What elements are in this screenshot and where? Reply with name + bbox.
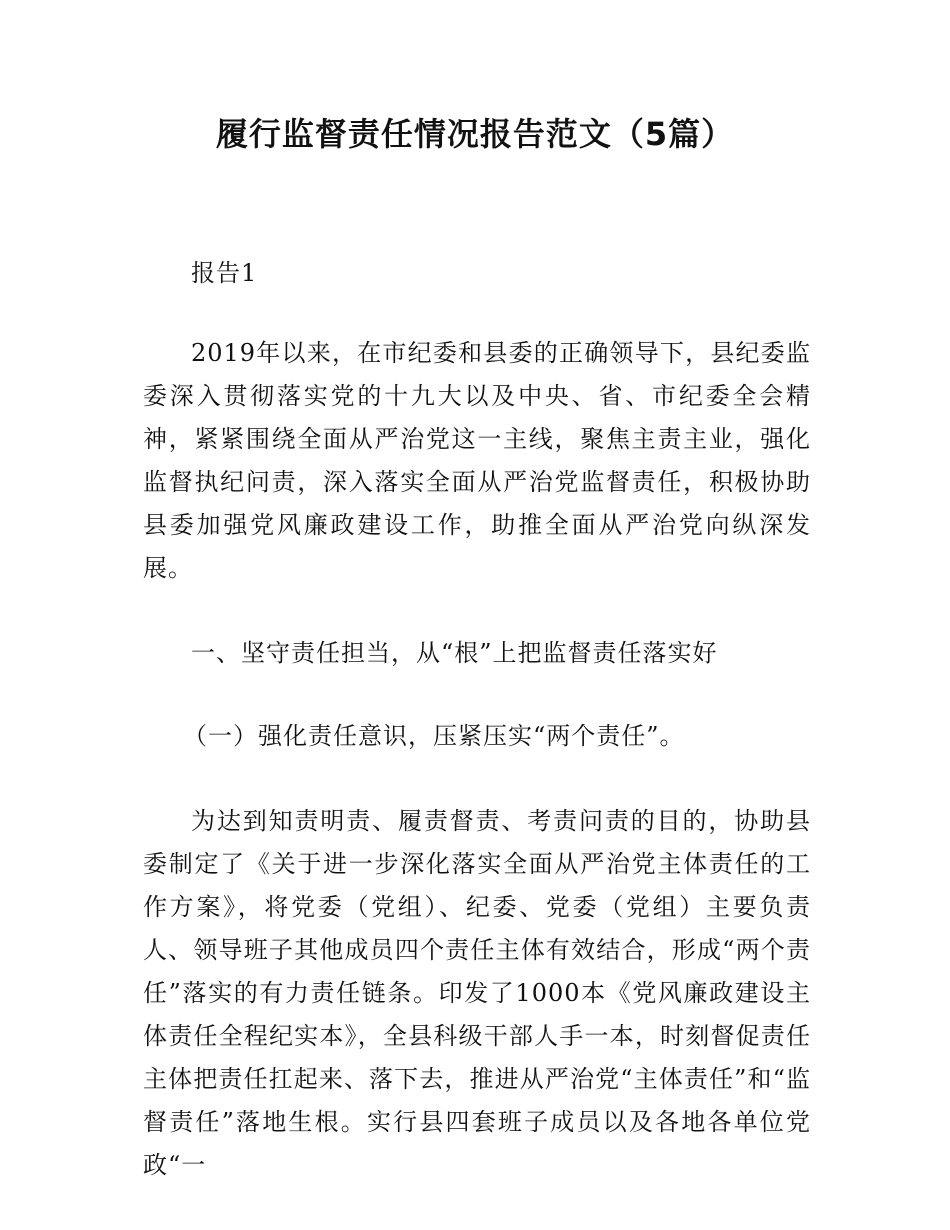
intro-paragraph: 2019年以来，在市纪委和县委的正确领导下，县纪委监委深入贯彻落实党的十九大以及中央、省、市纪委全会精神，紧紧围绕全面从严治党这一主线，聚焦主责主业，强化监督执纪问责，深入落实全面从严治党监督责任，积极协助县委加强党风廉政建设工作，助推全面从严治党向纵深发展。 <box>143 339 811 582</box>
body-paragraph: 为达到知责明责、履责督责、考责问责的目的，协助县委制定了《关于进一步深化落实全面从严治党主体责任的工作方案》，将党委（党组）、纪委、党委（党组）主要负责人、领导班子其他成员四个责任主体有效结合，形成“两个责任”落实的有力责任链条。印发了1000本《党风廉政建设主体责任全程纪实本》，全县科级干部人手一本，时刻督促责任主体把责任扛起来、落下去，推进从严治党“主体责任”和“监督责任”落地生根。实行县四套班子成员以及各地各单位党政“一 <box>143 807 811 1179</box>
section-heading: 一、坚守责任担当，从“根”上把监督责任落实好 <box>191 639 718 667</box>
document-body <box>143 252 811 1187</box>
report-label: 报告1 <box>191 259 258 287</box>
subsection-heading: （一）强化责任意识，压紧压实“两个责任”。 <box>183 722 685 750</box>
document-title: 履行监督责任情况报告范文（5篇） <box>215 115 735 153</box>
